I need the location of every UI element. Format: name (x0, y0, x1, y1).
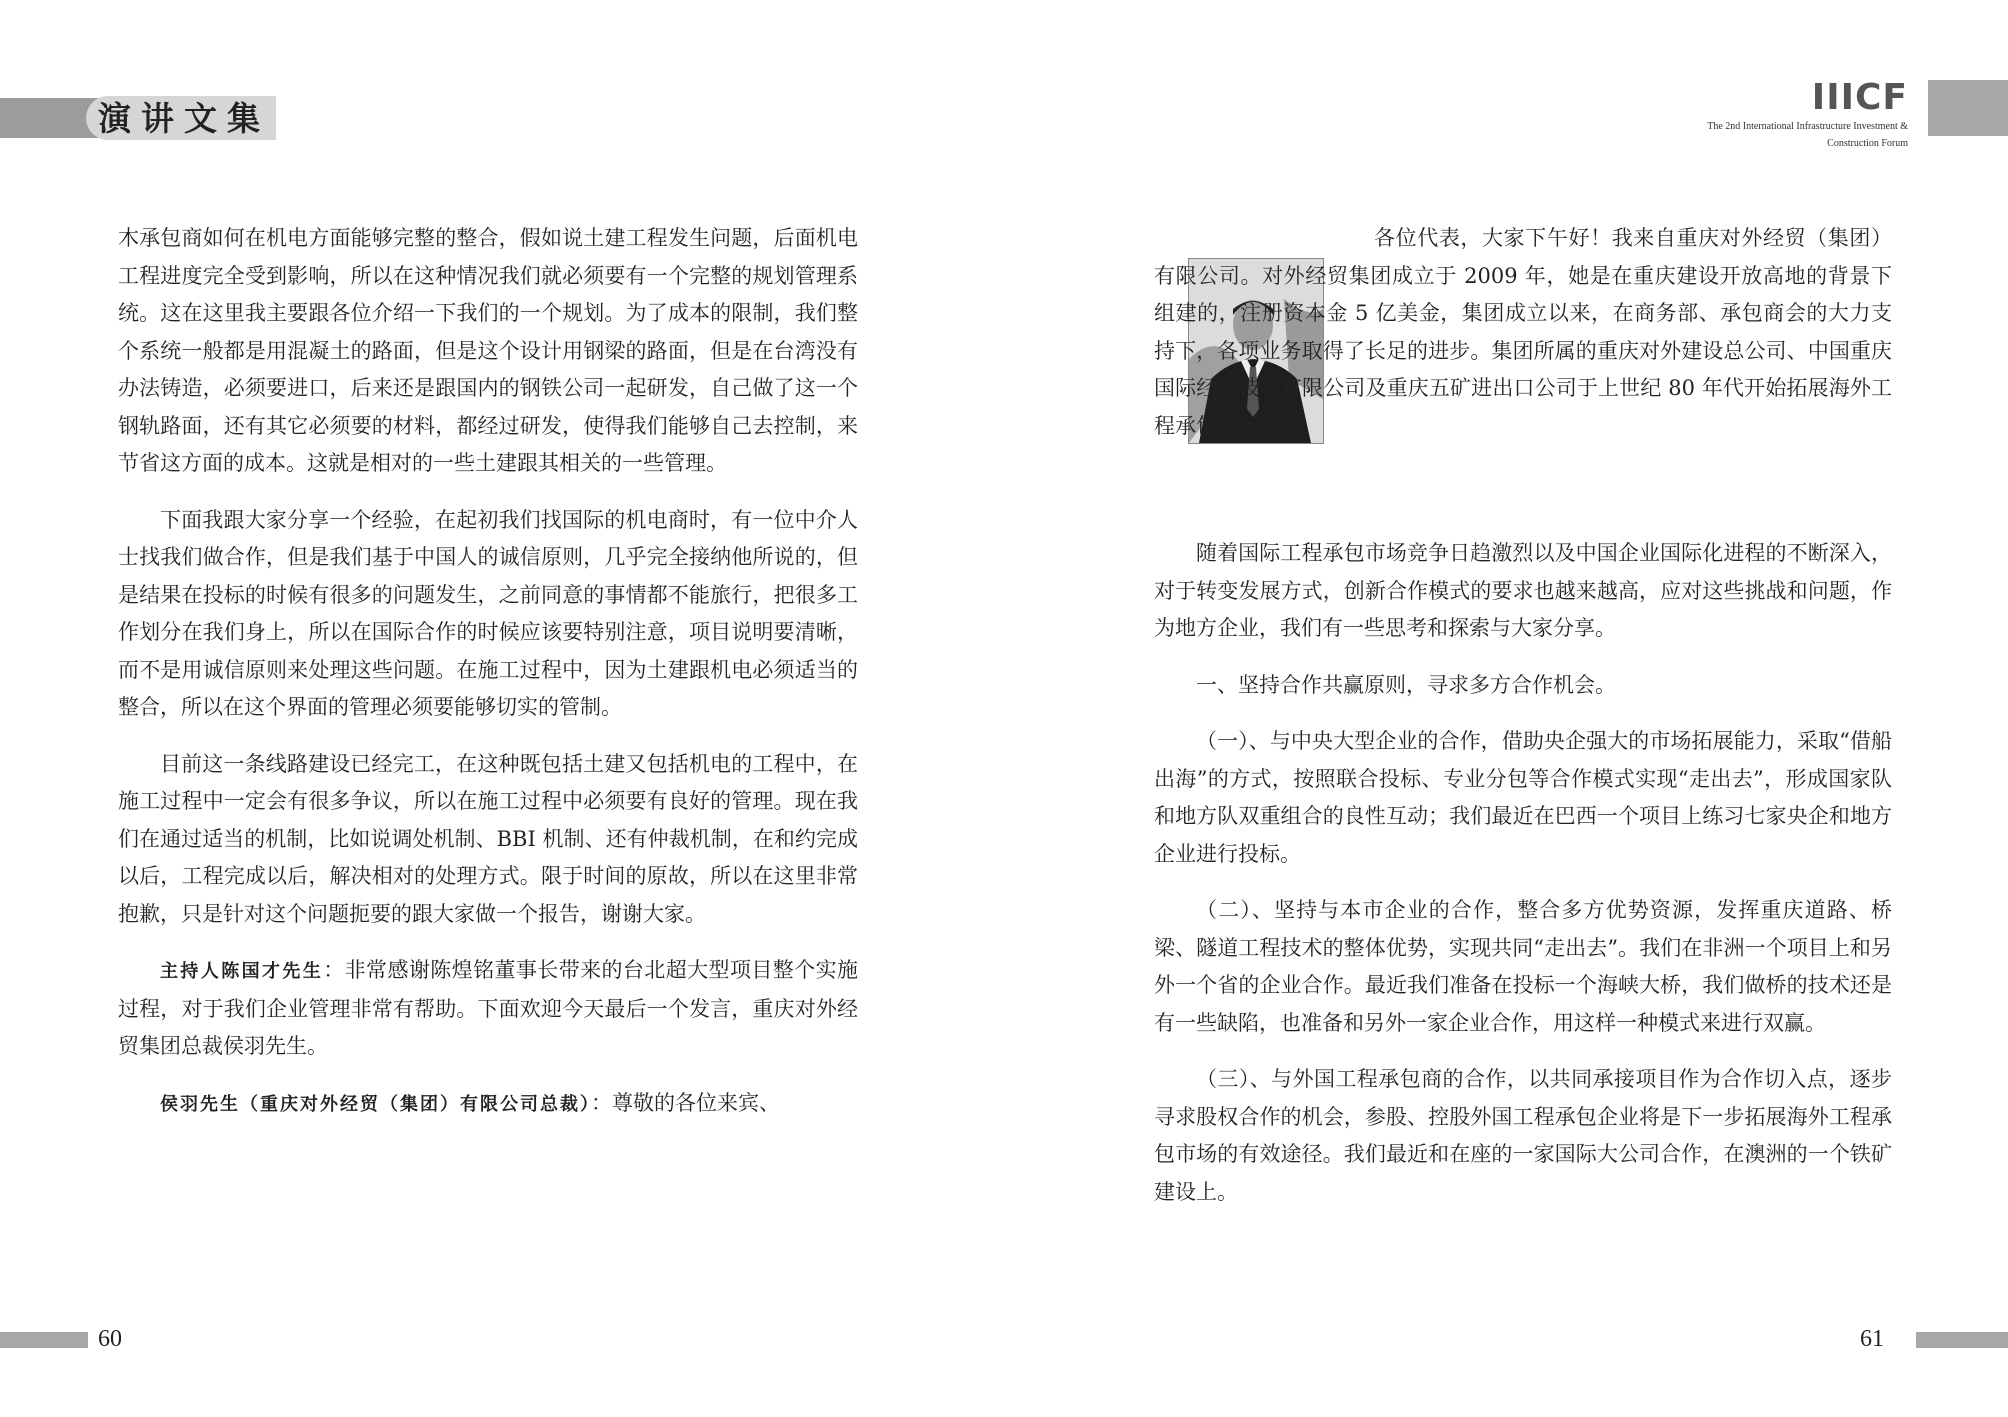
paragraph: 随着国际工程承包市场竞争日趋激烈以及中国企业国际化进程的不断深入，对于转变发展方式，创新合作模式的要求也越来越高，应对这些挑战和问题，作为地方企业，我们有一些思考和探索与大家分享。 (1154, 541, 1892, 640)
paragraph: （三）、与外国工程承包商的合作，以共同承接项目作为合作切入点，逐步寻求股权合作的机会，参股、控股外国工程承包企业将是下一步拓展海外工程承包市场的有效途径。我们最近和在座的一家国际大公司合作，在澳洲的一个铁矿建设上。 (1154, 1067, 1892, 1204)
page-number-right: 61 (1860, 1326, 1884, 1352)
header-bar-right (1928, 80, 2008, 136)
logo-mark: IIICF (1811, 77, 1908, 118)
host-text: ：非常感谢陈煌铭董事长带来的台北超大型项目整个实施过程，对于我们企业管理非常有帮助。下面欢迎今天最后一个发言，重庆对外经贸集团总裁侯羽先生。 (118, 958, 858, 1058)
host-paragraph (118, 952, 858, 1066)
intro-paragraph-top (1154, 220, 1892, 445)
header-bar-left (0, 98, 98, 138)
logo-subtitle-line1: The 2nd International Infrastructure Investment & (1707, 121, 1908, 132)
left-page-body (118, 220, 858, 1123)
paragraph: （二）、坚持与本市企业的合作，整合多方优势资源，发挥重庆道路、桥梁、隧道工程技术的整体优势，实现共同“走出去”。我们在非洲一个项目上和另外一个省的企业合作。最近我们准备在投标一个海峡大桥，我们做桥的技术还是有一些缺陷，也准备和另外一家企业合作，用这样一种模式来进行双赢。 (1154, 898, 1892, 1035)
paragraph: 木承包商如何在机电方面能够完整的整合，假如说土建工程发生问题，后面机电工程进度完全受到影响，所以在这种情况我们就必须要有一个完整的规划管理系统。这在这里我主要跟各位介绍一下我们的一个规划。为了成本的限制，我们整个系统一般都是用混凝土的路面，但是这个设计用钢梁的路面，但是在台湾没有办法铸造，必须要进口，后来还是跟国内的钢铁公司一起研发，自己做了这一个钢轨路面，还有其它必须要的材料，都经过研发，使得我们能够自己去控制，来节省这方面的成本。这就是相对的一些土建跟其相关的一些管理。 (118, 226, 858, 475)
logo-subtitle-line2: Construction Forum (1827, 138, 1908, 149)
right-page-body (1154, 535, 1892, 1211)
host-speaker-name: 主持人陈国才先生 (160, 961, 324, 982)
guest-speaker-name: 侯羽先生（重庆对外经贸（集团）有限公司总裁） (160, 1093, 591, 1115)
page-number-left: 60 (98, 1326, 122, 1352)
section-title: 演讲文集 (98, 99, 270, 138)
footer-bar-left (0, 1332, 88, 1348)
guest-text: ：尊敬的各位来宾、 (591, 1090, 780, 1115)
paragraph: （一）、与中央大型企业的合作，借助央企强大的市场拓展能力，采取“借船出海”的方式，按照联合投标、专业分包等合作模式实现“走出去”，形成国家队和地方队双重组合的良性互动；我们最近在巴西一个项目上练习七家央企和地方企业进行投标。 (1154, 729, 1892, 866)
footer-bar-right (1916, 1332, 2008, 1348)
guest-paragraph (118, 1085, 858, 1124)
intro-paragraph: 各位代表，大家下午好！我来自重庆对外经贸（集团）有限公司。对外经贸集团成立于 2009 年，她是在重庆建设开放高地的背景下组建的，注册资本金 5 亿美金，集团成立以来，在商务部、承包商会的大力支持下，各项业务取得了长足的进步。集团所属的重庆对外建设总公司、中国重庆国际经济技术有限公司及重庆五矿进出口公司于上世纪 80 年代开始拓展海外工程承包市场。 (1154, 226, 1892, 438)
paragraph: 下面我跟大家分享一个经验，在起初我们找国际的机电商时，有一位中介人士找我们做合作，但是我们基于中国人的诚信原则，几乎完全接纳他所说的，但是结果在投标的时候有很多的问题发生，之前同意的事情都不能旅行，把很多工作划分在我们身上，所以在国际合作的时候应该要特别注意，项目说明要清晰，而不是用诚信原则来处理这些问题。在施工过程中，因为土建跟机电必须适当的整合，所以在这个界面的管理必须要能够切实的管制。 (118, 507, 858, 719)
paragraph: 目前这一条线路建设已经完工，在这种既包括土建又包括机电的工程中，在施工过程中一定会有很多争议，所以在施工过程中必须要有良好的管理。现在我们在通过适当的机制，比如说调处机制、BBI 机制、还有仲裁机制，在和约完成以后，工程完成以后，解决相对的处理方式。限于时间的原故，所以在这里非常抱歉，只是针对这个问题扼要的跟大家做一个报告，谢谢大家。 (118, 751, 858, 926)
section-heading: 一、坚持合作共赢原则，寻求多方合作机会。 (1196, 672, 1616, 697)
iiicf-logo (1648, 77, 1908, 150)
